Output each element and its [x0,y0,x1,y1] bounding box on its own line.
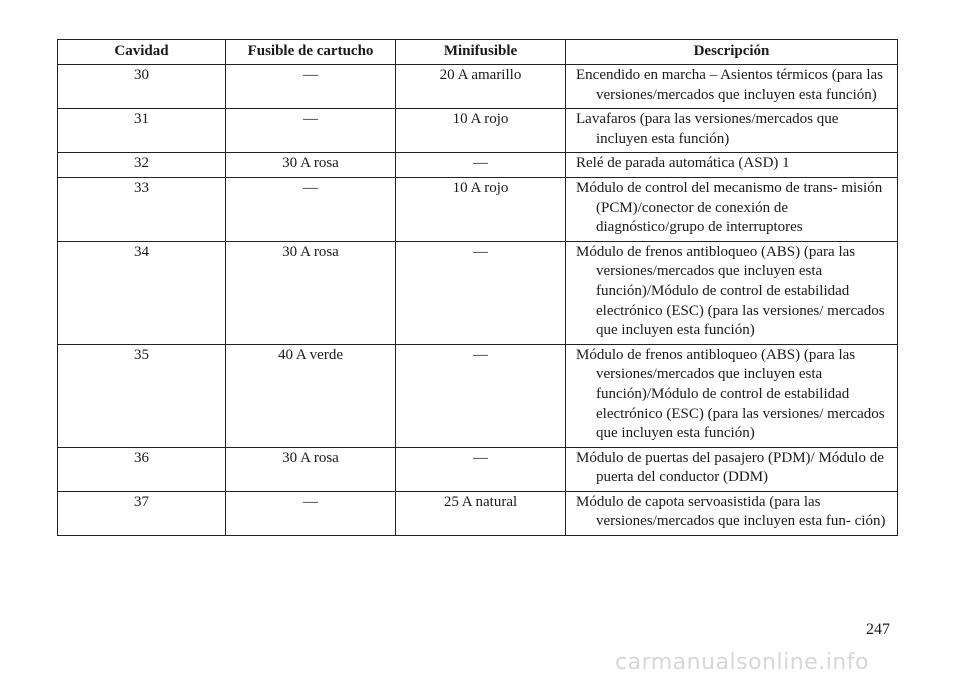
description-text: Módulo de frenos antibloqueo (ABS) (para las versiones/mercados que incluyen esta función)/Módulo de control de estabilidad electrónico (ESC) (para las versiones/ mercados que incluyen esta función) [576,243,885,339]
cell-minifusible: — [396,447,566,491]
cell-cartucho: 30 A rosa [226,241,396,344]
cell-minifusible: — [396,153,566,178]
cell-minifusible: 10 A rojo [396,109,566,153]
description-text: Relé de parada automática (ASD) 1 [576,155,790,172]
cell-cavidad: 32 [58,153,226,178]
description-text: Lavafaros (para las versiones/mercados que incluyen esta función) [576,111,839,147]
description-text: Módulo de frenos antibloqueo (ABS) (para las versiones/mercados que incluyen esta función)/Módulo de control de estabilidad electrónico (ESC) (para las versiones/ mercados que incluyen esta función) [576,346,885,442]
cell-cavidad: 31 [58,109,226,153]
cell-cavidad: 35 [58,344,226,447]
cell-descripcion [566,109,898,153]
cell-minifusible: — [396,241,566,344]
header-minifusible: Minifusible [396,40,566,65]
table-row [58,65,898,109]
cell-cavidad: 30 [58,65,226,109]
cell-cartucho: 40 A verde [226,344,396,447]
header-descripcion: Descripción [566,40,898,65]
cell-cavidad: 36 [58,447,226,491]
cell-cartucho: — [226,177,396,241]
description-text: Módulo de capota servoasistida (para las versiones/mercados que incluyen esta fun- ción) [576,493,886,530]
watermark: carmanualsonline.info [615,650,869,675]
cell-descripcion [566,177,898,241]
cell-minifusible: 10 A rojo [396,177,566,241]
page-number: 247 [866,621,890,638]
cell-descripcion [566,65,898,109]
cell-cartucho: 30 A rosa [226,153,396,178]
table-row [58,491,898,535]
cell-cartucho: — [226,65,396,109]
table-row [58,344,898,447]
description-text: Módulo de control del mecanismo de trans- misión (PCM)/conector de conexión de diagnóstico/grupo de interruptores [576,179,883,236]
cell-minifusible: 20 A amarillo [396,65,566,109]
cell-cartucho: — [226,491,396,535]
table-row [58,109,898,153]
cell-cavidad: 33 [58,177,226,241]
table-row [58,153,898,178]
cell-cartucho: 30 A rosa [226,447,396,491]
cell-descripcion [566,491,898,535]
fuse-table [57,39,898,536]
cell-descripcion [566,241,898,344]
header-cavidad: Cavidad [58,40,226,65]
cell-minifusible: 25 A natural [396,491,566,535]
cell-cartucho: — [226,109,396,153]
description-text: Módulo de puertas del pasajero (PDM)/ Módulo de puerta del conductor (DDM) [576,449,884,486]
table-row [58,241,898,344]
table-row [58,447,898,491]
cell-descripcion [566,153,898,178]
table-header-row [58,40,898,65]
description-text: Encendido en marcha – Asientos térmicos (para las versiones/mercados que incluyen esta función) [576,67,883,103]
cell-descripcion [566,344,898,447]
table-row [58,177,898,241]
cell-minifusible: — [396,344,566,447]
cell-cavidad: 34 [58,241,226,344]
header-fusible-cartucho: Fusible de cartucho [226,40,396,65]
cell-cavidad: 37 [58,491,226,535]
cell-descripcion [566,447,898,491]
